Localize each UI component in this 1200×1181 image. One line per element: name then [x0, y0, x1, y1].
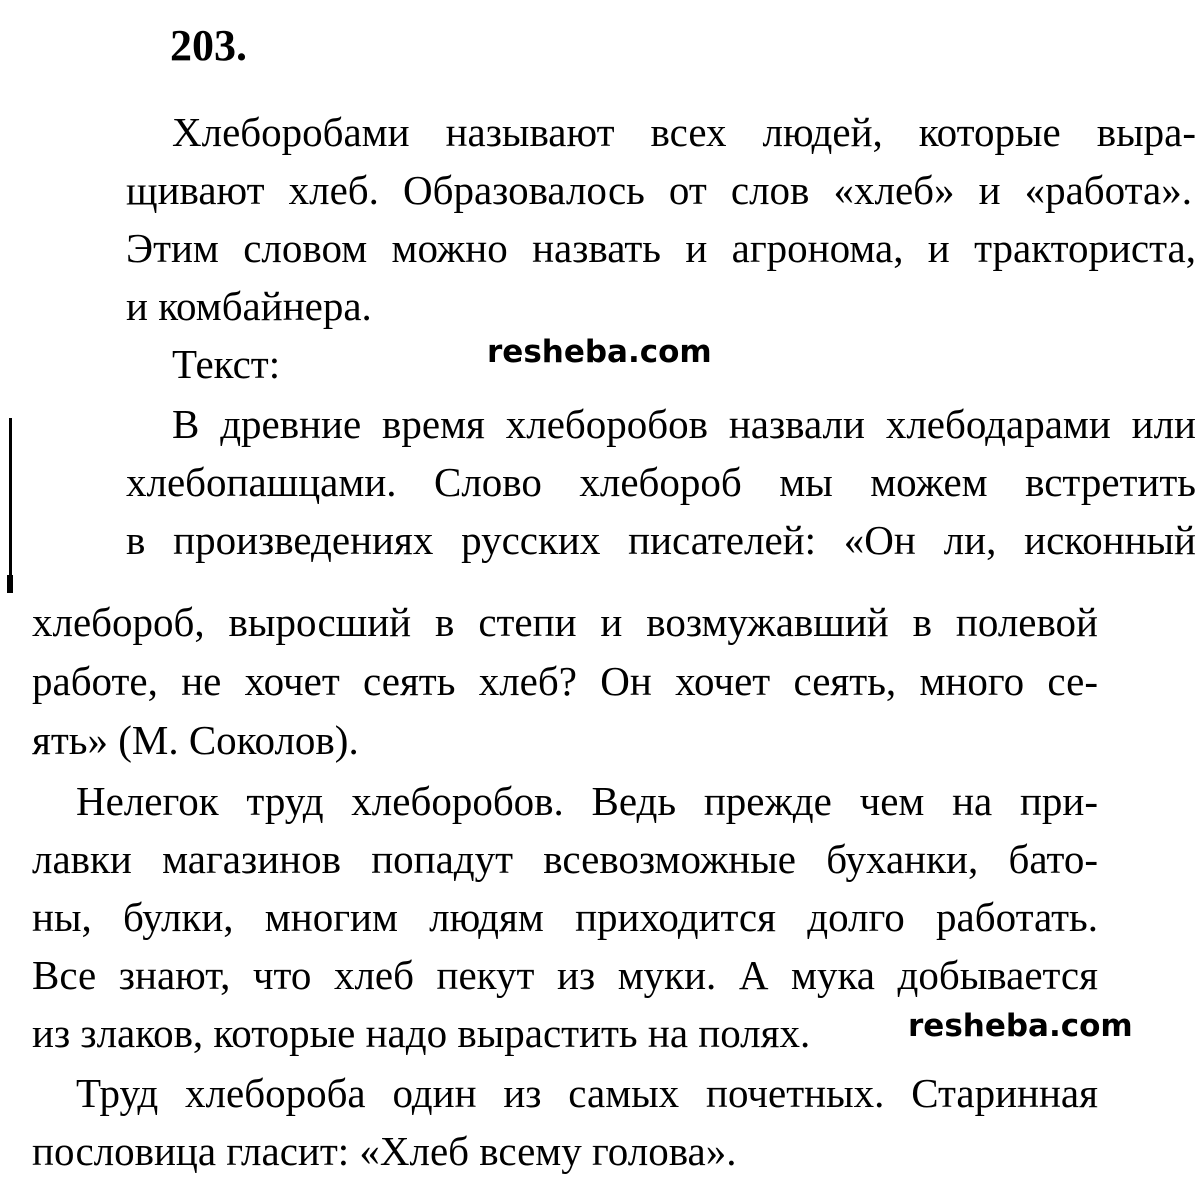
- paragraph-line: и комбайнера.: [126, 283, 372, 329]
- paragraph-line: в произведениях русских писателей: «Он ли, исконный: [126, 517, 1196, 563]
- paragraph-line: пословица гласит: «Хлеб всему голова».: [32, 1128, 737, 1174]
- margin-mark-tip: [7, 575, 13, 593]
- paragraph-line: щивают хлеб. Образовалось от слов «хлеб» и «работа».: [126, 167, 1192, 213]
- paragraph-line: ять» (М. Соколов).: [32, 717, 359, 763]
- text-label: Текст:: [172, 341, 281, 387]
- margin-mark: [9, 418, 12, 593]
- paragraph-line: из злаков, которые надо вырастить на полях.: [32, 1010, 811, 1056]
- paragraph-line: Хлеборобами называют всех людей, которые выра-: [172, 109, 1196, 155]
- paragraph-line: работе, не хочет сеять хлеб? Он хочет сеять, много се-: [32, 658, 1098, 704]
- paragraph-line: В древние время хлеборобов назвали хлебодарами или: [172, 401, 1196, 447]
- paragraph-line: ны, булки, многим людям приходится долго работать.: [32, 894, 1098, 940]
- paragraph-line: Нелегок труд хлеборобов. Ведь прежде чем на при-: [76, 778, 1098, 824]
- exercise-number: 203.: [170, 21, 247, 70]
- paragraph-line: Этим словом можно назвать и агронома, и тракториста,: [126, 225, 1196, 271]
- paragraph-line: лавки магазинов попадут всевозможные буханки, бато-: [32, 836, 1098, 882]
- paragraph-line: хлебопашцами. Слово хлебороб мы можем встретить: [126, 459, 1196, 505]
- watermark: resheba.com: [908, 1008, 1133, 1044]
- paragraph-line: Все знают, что хлеб пекут из муки. А мука добывается: [32, 952, 1098, 998]
- paragraph-line: Труд хлебороба один из самых почетных. Старинная: [76, 1070, 1098, 1116]
- watermark: resheba.com: [487, 334, 712, 370]
- paragraph-line: хлебороб, выросший в степи и возмужавший в полевой: [32, 599, 1098, 645]
